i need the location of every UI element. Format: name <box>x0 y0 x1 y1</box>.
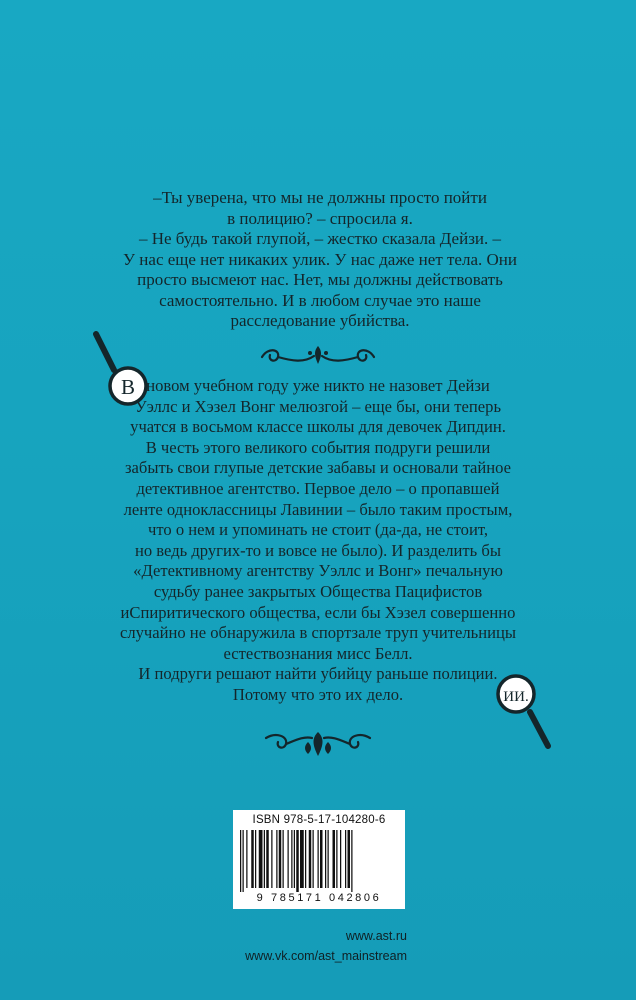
blurb-line: случайно не обнаружила в спортзале труп учительницы <box>119 623 517 643</box>
quote-line: расследование убийства. <box>230 311 410 330</box>
quote-line: в полицию? – спросила я. <box>227 208 413 228</box>
blurb-line: иСпиритического общества, если бы Хэзел совершенно <box>120 602 516 622</box>
quote-line: просто высмеют нас. Нет, мы должны действовать <box>137 270 503 289</box>
publisher-website-link[interactable]: www.ast.ru <box>345 929 407 943</box>
isbn-barcode <box>233 810 405 909</box>
blurb-line: но ведь других-то и вовсе не было). И разделить бы <box>134 540 501 560</box>
blurb-line: новом учебном году уже никто не назовет Дейзи <box>146 376 490 395</box>
quote-line: – Не будь такой глупой, – жестко сказала Дейзи. – <box>138 229 502 248</box>
barcode-bars-icon <box>237 830 401 892</box>
magnifying-glass-icon <box>496 672 554 750</box>
blurb-line: судьбу ранее закрытых Общества Пацифистов <box>153 581 483 601</box>
flourish-ornament-icon <box>262 728 374 760</box>
blurb-line: учатся в восьмом классе школы для девочек Дипдин. <box>130 417 506 437</box>
blurb-line: ленте одноклассницы Лавинии – было таким простым, <box>123 499 513 519</box>
endcap-text: ИИ. <box>503 689 529 705</box>
blurb-line: В честь этого великого события подруги решили <box>145 437 491 457</box>
dropcap-letter: В <box>120 375 136 399</box>
blurb-line: что о нем и упоминать не стоит (да-да, не стоит, <box>148 520 488 540</box>
quote-line: самостоятельно. И в любом случае это наше <box>159 290 481 310</box>
blurb-line: детективное агентство. Первое дело – о пропавшей <box>136 478 500 498</box>
quote-line: У нас еще нет никаких улик. У нас даже нет тела. Они <box>123 249 517 269</box>
cover-blurb <box>100 376 536 706</box>
publisher-vk-link[interactable]: www.vk.com/ast_mainstream <box>245 949 407 963</box>
blurb-line: «Детективному агентству Уэллс и Вонг» печальную <box>133 561 503 581</box>
blurb-line: Уэллс и Хэзел Вонг мелюзгой – еще бы, они теперь <box>134 396 502 416</box>
isbn-label: ISBN 978-5-17-104280-6 <box>252 814 386 826</box>
blurb-line: естествознания мисс Белл. <box>223 643 413 663</box>
barcode-digits: 9 785171 042806 <box>256 892 382 904</box>
blurb-line: забыть свои глупые детские забавы и основали тайное <box>124 458 512 478</box>
blurb-line: И подруги решают найти убийцу раньше полиции. <box>138 664 498 684</box>
flourish-ornament-icon <box>258 343 378 367</box>
blurb-line: Потому что это их дело. <box>232 684 404 704</box>
cover-quote <box>120 188 520 332</box>
quote-line: –Ты уверена, что мы не должны просто пойти <box>153 188 487 207</box>
